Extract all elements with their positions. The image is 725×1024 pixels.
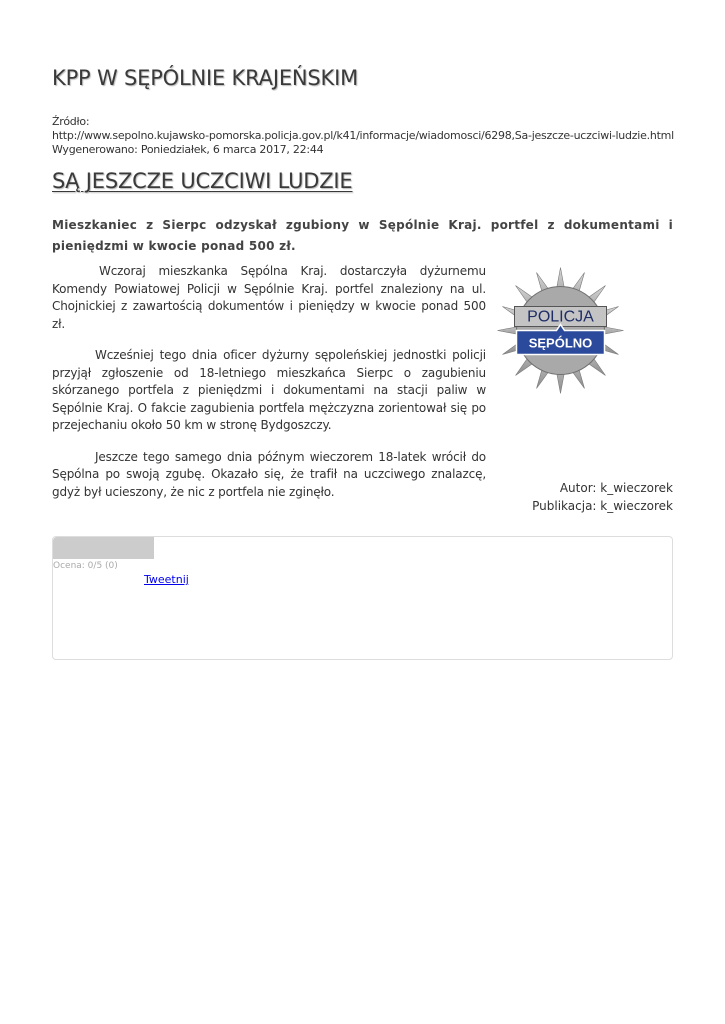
author: Autor: k_wieczorek (559, 481, 673, 495)
rating-bar[interactable] (53, 537, 154, 559)
publication: Publikacja: k_wieczorek (532, 499, 673, 513)
source-info (52, 115, 692, 157)
source-label: Źródło: (52, 115, 90, 128)
article-title: SĄ JESZCZE UCZCIWI LUDZIE (52, 169, 353, 193)
article-paragraph: Wcześniej tego dnia oficer dyżurny sępoleńskiej jednostki policji przyjął zgłoszenie od 18-letniego mieszkańca Sierpc o zagubieniu skórzanego portfela z pieniędzmi i dokumentami na stacji paliw w Sępólnie Kraj. O fakcie zagubienia portfela mężczyzna zorientował się po przejechaniu około 50 km w stronę Bydgoszczy. (52, 348, 486, 432)
rating-box (52, 536, 673, 660)
rating-label: Ocena: 0/5 (0) (53, 561, 118, 571)
article-paragraph: Wczoraj mieszkanka Sępólna Kraj. dostarczyła dyżurnemu Komendy Powiatowej Policji w Sępólnie Kraj. portfel znaleziony na ul. Chojnickiej z zawartością dokumentów i pieniędzy w kwocie ponad 500 zł. (52, 264, 486, 331)
generated-date: Wygenerowano: Poniedziałek, 6 marca 2017, 22:44 (52, 143, 324, 156)
article-credits (52, 479, 673, 515)
tweet-link[interactable]: Tweetnij (144, 573, 189, 586)
badge-top-text: POLICJA (527, 308, 594, 326)
police-badge-image (493, 263, 628, 398)
police-star-badge-icon (493, 263, 628, 398)
article-lead: Mieszkaniec z Sierpc odzyskał zgubiony w Sępólnie Kraj. portfel z dokumentami i pieniędzmi w kwocie ponad 500 zł. (52, 218, 673, 253)
site-title: KPP W SĘPÓLNIE KRAJEŃSKIM (52, 66, 359, 90)
article-body (52, 263, 486, 515)
source-url: http://www.sepolno.kujawsko-pomorska.policja.gov.pl/k41/informacje/wiadomosci/6298,Sa-jeszcze-uczciwi-ludzie.html (52, 129, 674, 142)
article-paragraph: Jeszcze tego samego dnia późnym wieczorem 18-latek wrócił do Sępólna po swoją zgubę. Okazało się, że trafił na uczciwego znalazcę, gdyż był ucieszony, że nic z portfela nie zginęło. (52, 449, 486, 499)
badge-bottom-text: SĘPÓLNO (528, 335, 593, 351)
